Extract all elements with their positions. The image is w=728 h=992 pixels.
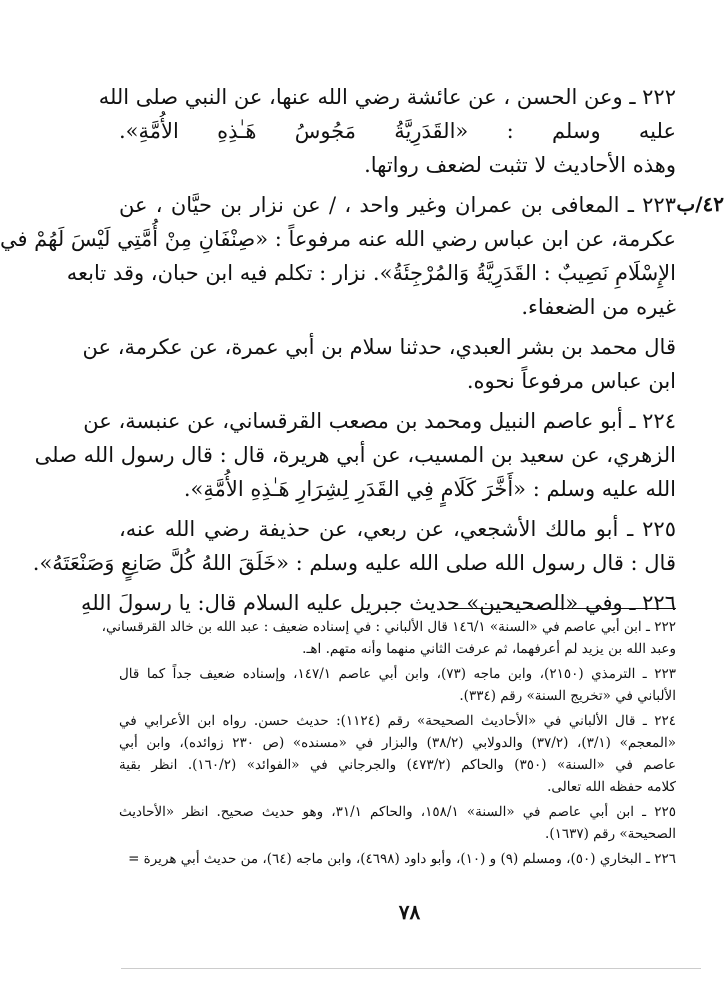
footnote-line: ٢٢٣ ـ الترمذي (٢١٥٠)، وابن ماجه (٧٣)، وابن أبي عاصم ١٤٧/١، وإسناده ضعيف جداً كما قال — [119, 666, 676, 682]
text-line: قال : قال رسول الله صلى الله عليه وسلم : «خَلَقَ اللهُ كُلَّ صَانِعٍ وَصَنْعَتَهُ». — [32, 551, 676, 575]
paragraph-225 — [32, 512, 676, 580]
text-line: الإِسْلَامِ نَصِيبٌ : القَدَرِيَّةُ وَالمُرْجِئَةُ». نزار : تكلم فيه ابن حبان، وقد تابعه — [66, 261, 676, 285]
manuscript-folio-marker: ٤٢/ب — [676, 192, 724, 216]
text-line: الزهري، عن سعيد بن المسيب، عن أبي هريرة، قال : قال رسول الله صلى — [34, 443, 676, 467]
page-bottom-edge — [121, 968, 701, 969]
page-number: ٧٨ — [398, 900, 421, 924]
footnote-224 — [119, 710, 676, 798]
paragraph-222 — [98, 80, 676, 182]
text-line: ابن عباس مرفوعاً نحوه. — [466, 369, 676, 393]
footnote-line: ٢٢٥ ـ ابن أبي عاصم في «السنة» ١٥٨/١، والحاكم ٣١/١، وهو حديث صحيح. انظر «الأحاديث — [119, 804, 676, 820]
text-line: غيره من الضعفاء. — [521, 295, 676, 319]
footnote-line: الصحيحة» رقم (١٦٣٧). — [545, 826, 676, 842]
footnote-line: الألباني في «تخريج السنة» رقم (٣٣٤). — [459, 688, 676, 704]
text-line: وهذه الأحاديث لا تثبت لضعف رواتها. — [364, 153, 676, 177]
footnotes — [101, 616, 677, 870]
paragraph-223 — [0, 188, 676, 324]
text-line: ٢٢٥ ـ أبو مالك الأشجعي، عن ربعي، عن حذيفة رضي الله عنه، — [119, 517, 676, 541]
footnote-line: ٢٢٤ ـ قال الألباني في «الأحاديث الصحيحة» رقم (١١٢٤): حديث حسن. رواه ابن الأعرابي في — [119, 713, 676, 729]
footnote-225 — [119, 801, 676, 845]
footnote-line: عاصم في «السنة» (٣٥٠) والحاكم (٤٧٣/٢) والجرجاني في «الفوائد» (١٦٠/٢). انظر بقية — [119, 757, 677, 773]
footnote-222 — [101, 616, 676, 660]
text-line: قال محمد بن بشر العبدي، حدثنا سلام بن أبي عمرة، عن عكرمة، عن — [82, 335, 676, 359]
paragraph-224 — [34, 404, 676, 506]
footnote-line: «المعجم» (٣/١)، (٣٧/٢) والدولابي (٣٨/٢) والبزار في «مسنده» (ص ٢٣٠ زوائده)، وابن أبي — [119, 735, 676, 751]
paragraph-223-note — [82, 330, 676, 398]
text-line: الله عليه وسلم : «أَخَّرَ كَلَامٍ فِي القَدَرِ لِشِرَارِ هَـٰذِهِ الأُمَّةِ». — [183, 477, 676, 501]
text-line: ٢٢٦ ـ وفي «الصحيحين» حديث جبريل عليه السلام قال: يا رسولَ اللهِ — [80, 591, 676, 615]
footnote-line: كلامه حفظه الله تعالى. — [547, 779, 676, 795]
footnote-line: ٢٢٦ ـ البخاري (٥٠)، ومسلم (٩) و (١٠)، وأبو داود (٤٦٩٨)، وابن ماجه (٦٤)، من حديث أبي هريرة = — [128, 851, 676, 867]
text-line: عكرمة، عن ابن عباس رضي الله عنه مرفوعاً : «صِنْفَانِ مِنْ أُمَّتِي لَيْسَ لَهُمْ في — [0, 227, 676, 251]
footnote-line: ٢٢٢ ـ ابن أبي عاصم في «السنة» ١٤٦/١ قال الألباني : في إسناده ضعيف : عبد الله بن خالد القرقساني، — [101, 619, 676, 635]
text-line: ٢٢٢ ـ وعن الحسن ، عن عائشة رضي الله عنها، عن النبي صلى الله — [98, 85, 676, 109]
main-text — [0, 80, 676, 620]
text-line: عليه وسلم : «القَدَرِيَّةُ مَجُوسُ هَـٰذِهِ الأُمَّةِ». — [119, 119, 676, 143]
text-line: ٢٢٤ ـ أبو عاصم النبيل ومحمد بن مصعب القرقساني، عن عنبسة، عن — [83, 409, 676, 433]
footnote-223 — [119, 663, 676, 707]
footnote-separator — [450, 608, 676, 609]
paragraph-226 — [80, 586, 676, 620]
footnote-line: وعبد الله بن يزيد لم أعرفهما، ثم عرفت الثاني منهما وأنه متهم. اهـ. — [302, 641, 676, 657]
text-line: ٢٢٣ ـ المعافى بن عمران وغير واحد ، / عن نزار بن حيَّان ، عن — [119, 193, 676, 217]
footnote-226 — [119, 848, 676, 870]
